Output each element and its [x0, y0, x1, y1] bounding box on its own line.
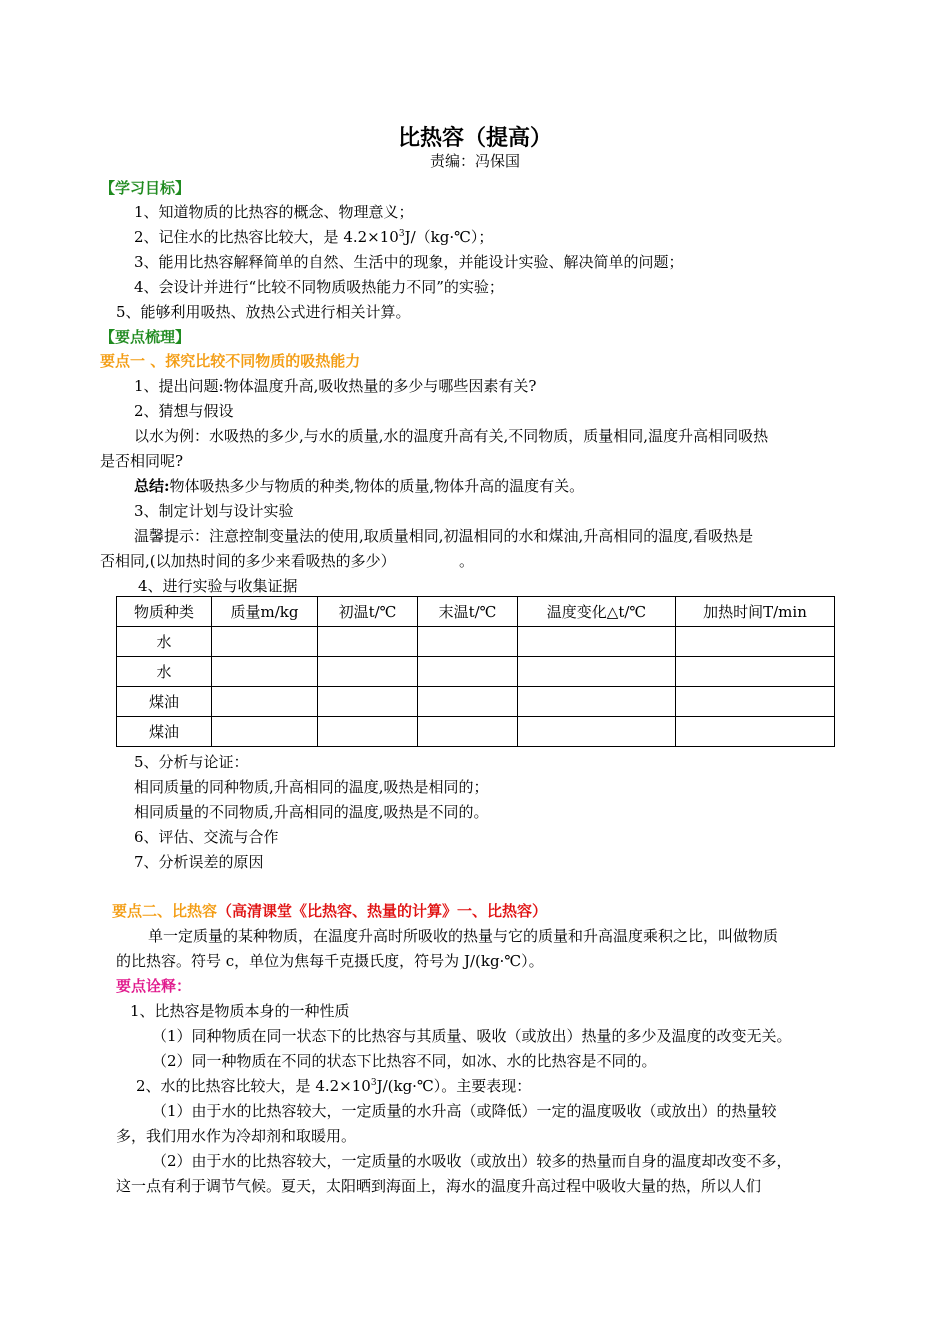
- table-cell: [418, 687, 518, 717]
- text-line: 4、进行实验与收集证据: [138, 577, 298, 595]
- table-cell: [318, 657, 418, 687]
- table-cell: [212, 657, 318, 687]
- note-heading: 要点诠释：: [116, 977, 192, 995]
- text-line: 温馨提示：注意控制变量法的使用,取质量相同,初温相同的水和煤油,升高相同的温度,看吸热是: [134, 527, 754, 545]
- table-header: 加热时间T/min: [676, 597, 835, 627]
- table-cell: [318, 687, 418, 717]
- table-cell: [418, 627, 518, 657]
- goal-item: 5、能够利用吸热、放热公式进行相关计算。: [116, 303, 411, 321]
- text-line: （2）同一种物质在不同的状态下比热容不同，如冰、水的比热容是不同的。: [152, 1052, 657, 1070]
- table-cell: [418, 717, 518, 747]
- table-cell: 水: [117, 657, 212, 687]
- table-cell: [418, 657, 518, 687]
- table-row: [117, 687, 835, 717]
- table-cell: [518, 687, 676, 717]
- table-cell: [676, 717, 835, 747]
- table-header: 质量m/kg: [212, 597, 318, 627]
- text-line: 单一定质量的某种物质，在温度升高时所吸收的热量与它的质量和升高温度乘积之比，叫做物质: [148, 927, 779, 945]
- table-header-row: [117, 597, 835, 627]
- table-header: 末温t/℃: [418, 597, 518, 627]
- table-row: [117, 657, 835, 687]
- text-line: 2、猜想与假设: [134, 402, 234, 420]
- goals-heading: 【学习目标】: [100, 179, 191, 197]
- table-cell: [676, 657, 835, 687]
- text-line: 6、评估、交流与合作: [134, 828, 279, 846]
- table-cell: [212, 717, 318, 747]
- page-title: 比热容（提高）: [397, 125, 552, 151]
- text-line: 的比热容。符号 c，单位为焦每千克摄氏度，符号为 J/(kg·℃）。: [116, 952, 544, 970]
- table-cell: [318, 717, 418, 747]
- point-one-heading: 要点一 、探究比较不同物质的吸热能力: [100, 352, 361, 370]
- text-line: 3、制定计划与设计实验: [134, 502, 294, 520]
- table-header: 初温t/℃: [318, 597, 418, 627]
- text-line: 是否相同呢?: [100, 452, 184, 470]
- summary-line: 总结:物体吸热多少与物质的种类,物体的质量,物体升高的温度有关。: [134, 477, 585, 495]
- table-cell: 水: [117, 627, 212, 657]
- table-cell: 煤油: [117, 717, 212, 747]
- text-line: 1、比热容是物质本身的一种性质: [130, 1002, 350, 1020]
- table-cell: [212, 687, 318, 717]
- text-line: （1）同种物质在同一状态下的比热容与其质量、吸收（或放出）热量的多少及温度的改变无关。: [152, 1027, 792, 1045]
- text-line: （2）由于水的比热容较大，一定质量的水吸收（或放出）较多的热量而自身的温度却改变不多，: [152, 1152, 792, 1170]
- goal-item: 2、记住水的比热容比较大，是 $4.2\times 10^3J/(kg\cdot℃)$；: [134, 228, 494, 246]
- text-line: 1、提出问题:物体温度升高,吸收热量的多少与哪些因素有关?: [134, 377, 537, 395]
- table-cell: [212, 627, 318, 657]
- text-line: 5、分析与论证：: [134, 753, 249, 771]
- text-line: 多，我们用水作为冷却剂和取暖用。: [116, 1127, 357, 1145]
- table-header: 温度变化△t/℃: [518, 597, 676, 627]
- text-line: 相同质量的不同物质,升高相同的温度,吸热是不同的。: [134, 803, 489, 821]
- point-two-heading: 要点二、比热容（高清课堂《比热容、热量的计算》一、比热容）: [112, 902, 548, 920]
- text-line: 。: [459, 552, 475, 570]
- table-cell: [518, 717, 676, 747]
- table-cell: [676, 687, 835, 717]
- table-cell: [518, 657, 676, 687]
- author-line: 责编：冯保国: [429, 152, 520, 170]
- text-line: 7、分析误差的原因: [134, 853, 264, 871]
- table-cell: [518, 627, 676, 657]
- points-heading: 【要点梳理】: [100, 328, 191, 346]
- goal-item: 4、会设计并进行“比较不同物质吸热能力不同”的实验；: [134, 278, 504, 296]
- text-line: 2、水的比热容比较大，是 $4.2\times 10^3J/(kg\cdot℃)$。主要表现：: [136, 1077, 532, 1095]
- goal-item: 1、知道物质的比热容的概念、物理意义；: [134, 203, 414, 221]
- text-line: 以水为例：水吸热的多少,与水的质量,水的温度升高有关,不同物质，质量相同,温度升高相同吸热: [134, 427, 769, 445]
- table-cell: [676, 627, 835, 657]
- text-line: 相同质量的同种物质,升高相同的温度,吸热是相同的；: [134, 778, 489, 796]
- text-line: （1）由于水的比热容较大，一定质量的水升高（或降低）一定的温度吸收（或放出）的热量较: [152, 1102, 777, 1120]
- table-row: [117, 627, 835, 657]
- table-cell: 煤油: [117, 687, 212, 717]
- text-line: 否相同,(以加热时间的多少来看吸热的多少）: [100, 552, 396, 570]
- experiment-table: [116, 596, 835, 747]
- table-row: [117, 717, 835, 747]
- table-header: 物质种类: [117, 597, 212, 627]
- goal-item: 3、能用比热容解释简单的自然、生活中的现象，并能设计实验、解决简单的问题；: [134, 253, 684, 271]
- text-line: 这一点有利于调节气候。夏天，太阳晒到海面上，海水的温度升高过程中吸收大量的热，所以人们: [116, 1177, 762, 1195]
- table-cell: [318, 627, 418, 657]
